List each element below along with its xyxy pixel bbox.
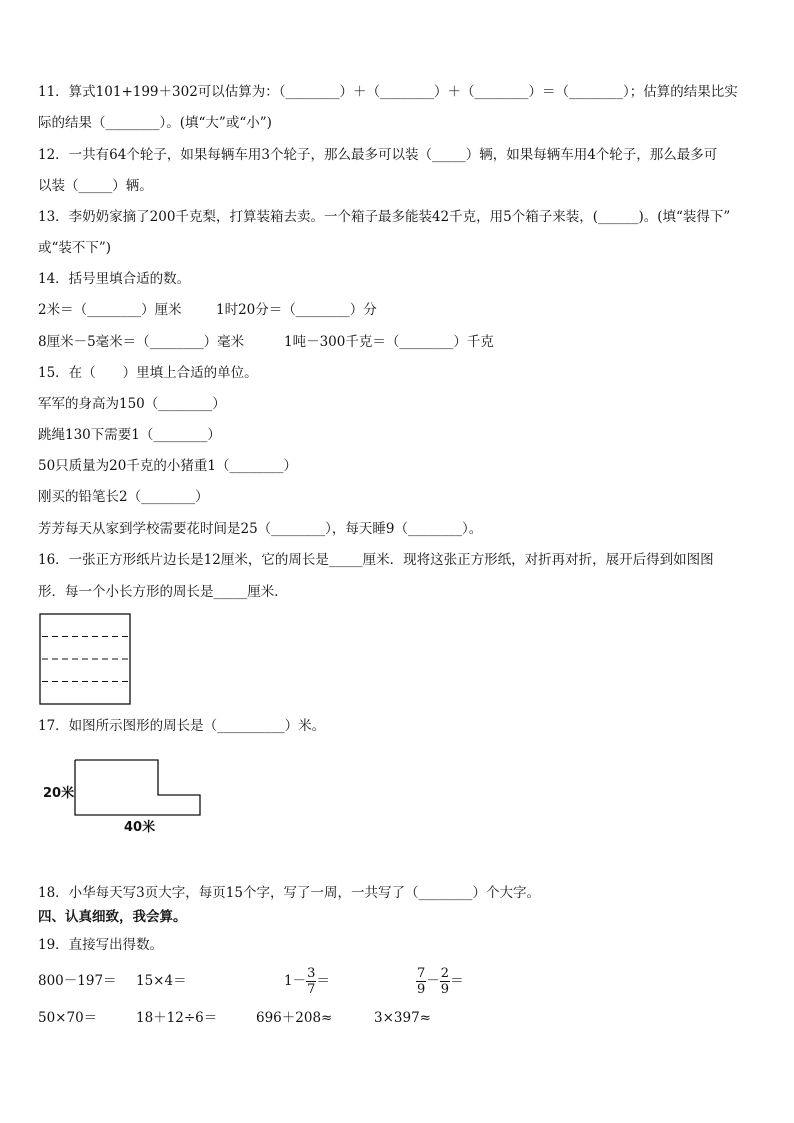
q16-line2: 形．每一个小长方形的周长是_____厘米．	[38, 584, 288, 600]
q19-r2c4: 3×397≈	[374, 1010, 431, 1026]
q15-item-1: 军军的身高为150（________）	[38, 396, 226, 412]
q19-r2c2: 18＋12÷6＝	[136, 1010, 218, 1026]
q15-item-3: 50只质量为20千克的小猪重1（________）	[38, 458, 297, 474]
q13-line1: 13．李奶奶家摘了200千克梨，打算装箱去卖。一个箱子最多能装42千克，用5个箱子来装，(______)。(填“装得下”	[38, 209, 731, 225]
q19-r1c4-op: －	[426, 973, 440, 989]
q19-title: 19．直接写出得数。	[38, 937, 164, 953]
q15-item-5: 芳芳每天从家到学校需要花时间是25（________），每天睡9（________）。	[38, 521, 483, 537]
q19-r1c3-whole: 1－	[284, 973, 307, 989]
q19-r1c4-equals: ＝	[450, 973, 464, 989]
q16-line1: 16．一张正方形纸片边长是12厘米，它的周长是_____厘米．现将这张正方形纸，对折再对折，展开后得到如图图	[38, 552, 714, 568]
q14-row2-a: 8厘米－5毫米＝（________）毫米	[38, 334, 245, 350]
q15-item-2: 跳绳130下需要1（________）	[38, 427, 221, 443]
q19-r1c3-equals: ＝	[316, 973, 330, 989]
q14-title: 14．括号里填合适的数。	[38, 271, 191, 287]
q19-r1c2: 15×4＝	[136, 973, 187, 989]
q19-r2c3: 696＋208≈	[256, 1010, 333, 1026]
q15-title: 15．在（ ）里填上合适的单位。	[38, 365, 258, 381]
q14-row1-b: 1时20分＝（________）分	[216, 302, 377, 318]
q11-line1: 11．算式101+199＋302可以估算为：（________）＋（________）＋（________）＝（________）；估算的结果比实	[38, 84, 738, 100]
q16-folded-square-figure	[38, 612, 134, 708]
q13-line2: 或“装不下”)	[38, 240, 112, 256]
q19-r1c4	[416, 962, 464, 1000]
q19-r1c1: 800－197＝	[38, 973, 117, 989]
q17-width-label: 40米	[124, 820, 156, 835]
q14-row2-b: 1吨－300千克＝（________）千克	[284, 334, 494, 350]
q19-r2c1: 50×70＝	[38, 1010, 98, 1026]
q17-height-label: 20米	[43, 786, 75, 801]
q19-r1c3	[284, 962, 330, 1000]
q19-r1c4-fraction-1: $\frac{7}{9}$	[417, 966, 426, 997]
q12-line1: 12．一共有64个轮子，如果每辆车用3个轮子，那么最多可以装（_____）辆，如果每辆车用4个轮子，那么最多可	[38, 147, 718, 163]
q18-text: 18．小华每天写3页大字，每页15个字，写了一周，一共写了（________）个大字。	[38, 885, 540, 901]
q19-r1c3-fraction: $\frac{3}{7}$	[307, 966, 316, 997]
section-4-title: 四、认真细致，我会算。	[38, 909, 187, 925]
q17-text: 17．如图所示图形的周长是（__________）米。	[38, 718, 326, 734]
q14-row1-a: 2米＝（________）厘米	[38, 302, 182, 318]
q19-r1c4-fraction-2: $\frac{2}{9}$	[440, 966, 450, 997]
q17-l-shape-figure	[38, 752, 210, 838]
q11-line2: 际的结果（________）。(填“大”或“小”)	[38, 115, 272, 131]
q15-item-4: 刚买的铅笔长2（________）	[38, 489, 209, 505]
q12-line2: 以装（_____）辆。	[38, 178, 153, 194]
